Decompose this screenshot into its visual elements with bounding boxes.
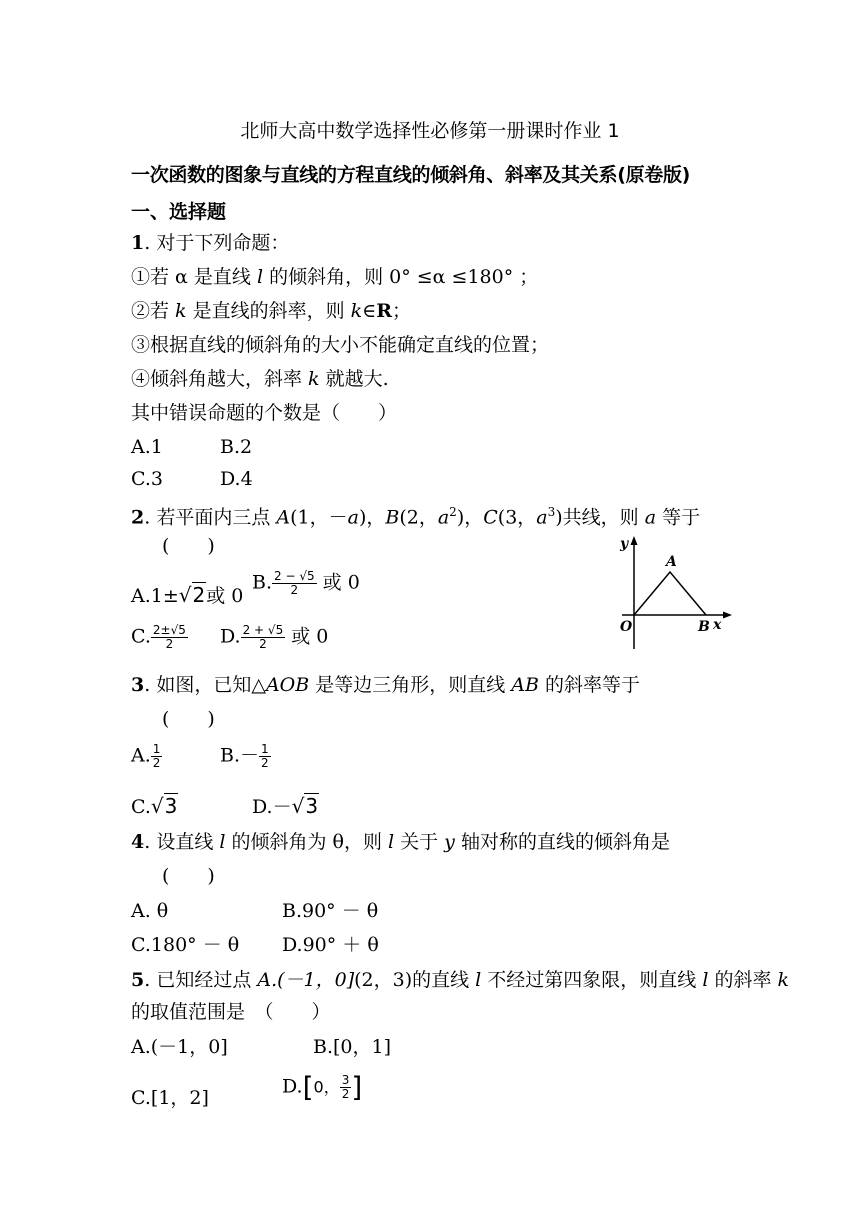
q4-option-c: C.180° － θ [131,934,240,956]
y-axis-arrow [631,536,638,545]
q4-option-a: A. θ [131,900,169,922]
q1-statement-3: ③根据直线的倾斜角的大小不能确定直线的位置； [131,334,550,356]
y-axis-label: y [620,536,629,552]
triangle-coordinate-figure [602,533,732,653]
q3-option-c: C.√3 [131,794,178,818]
triangle-aob [634,572,706,615]
x-axis-arrow [723,612,732,619]
q1-option-d: D.4 [220,468,253,490]
q3-option-a: A. $\frac{1}{2}$ [131,742,161,770]
q2-stem: 2. 若平面内三点 A(1，－a)，B(2，$a^2$)，C(3，$a^3$)共线，则 a 等于 [131,505,701,529]
q3-answer-parens: ( ) [162,708,215,730]
page-title: 北师大高中数学选择性必修第一册课时作业 1 [240,120,620,142]
q3-option-b: B.－ $\frac{1}{2}$ [220,742,269,770]
q2-answer-parens: ( ) [162,535,215,557]
q2-option-c: C. $\frac{2\pm√5}{2}$ [131,623,186,651]
q4-option-b: B.90° － θ [282,900,379,922]
q3-stem: 3. 如图，已知△AOB 是等边三角形，则直线 AB 的斜率等于 [131,674,641,696]
point-b-label: B [698,619,710,635]
q1-question: 其中错误命题的个数是（ ） [131,402,398,424]
q5-option-a: A.(－1，0] [131,1036,228,1058]
q1-option-a: A.1 [131,436,163,458]
worksheet-subtitle: 一次函数的图象与直线的方程直线的倾斜角、斜率及其关系(原卷版) [131,164,691,186]
origin-label: O [620,619,633,635]
q1-option-b: B.2 [220,436,253,458]
q2-option-b: B. $\frac{2 - √5}{2}$ 或 0 [252,569,360,597]
q5-option-d: D.[0， $\frac{3}{2}$ ] [282,1070,363,1104]
q1-stem: 1. 对于下列命题： [131,232,290,254]
q5-option-c: C.[1，2] [131,1087,209,1109]
q1-statement-1: ①若 α 是直线 l 的倾斜角，则 0° ≤α ≤180° ； [131,266,539,288]
q5-stem: 5. 已知经过点 A.(－1，0](2，3)的直线 l 不经过第四象限，则直线 l 的斜率 k [131,969,790,991]
q2-option-d: D. $\frac{2 + √5}{2}$ 或 0 [220,623,329,651]
q5-stem-continued: 的取值范围是 （ ） [131,1001,331,1023]
q3-option-d: D.－√3 [252,794,319,818]
q1-statement-2: ②若 k 是直线的斜率，则 k∈R； [131,300,412,322]
q1-option-c: C.3 [131,468,163,490]
q4-answer-parens: ( ) [162,865,215,887]
q1-statement-4: ④倾斜角越大，斜率 k 就越大. [131,368,389,390]
q4-option-d: D.90° ＋ θ [282,934,379,956]
section-heading: 一、选择题 [131,201,227,223]
q2-option-a: A.1±√2或 0 [131,583,244,607]
q4-stem: 4. 设直线 l 的倾斜角为 θ，则 l 关于 y 轴对称的直线的倾斜角是 [131,831,670,853]
point-a-label: A [666,554,677,570]
x-axis-label: x [713,617,722,633]
q5-option-b: B.[0，1] [313,1036,392,1058]
